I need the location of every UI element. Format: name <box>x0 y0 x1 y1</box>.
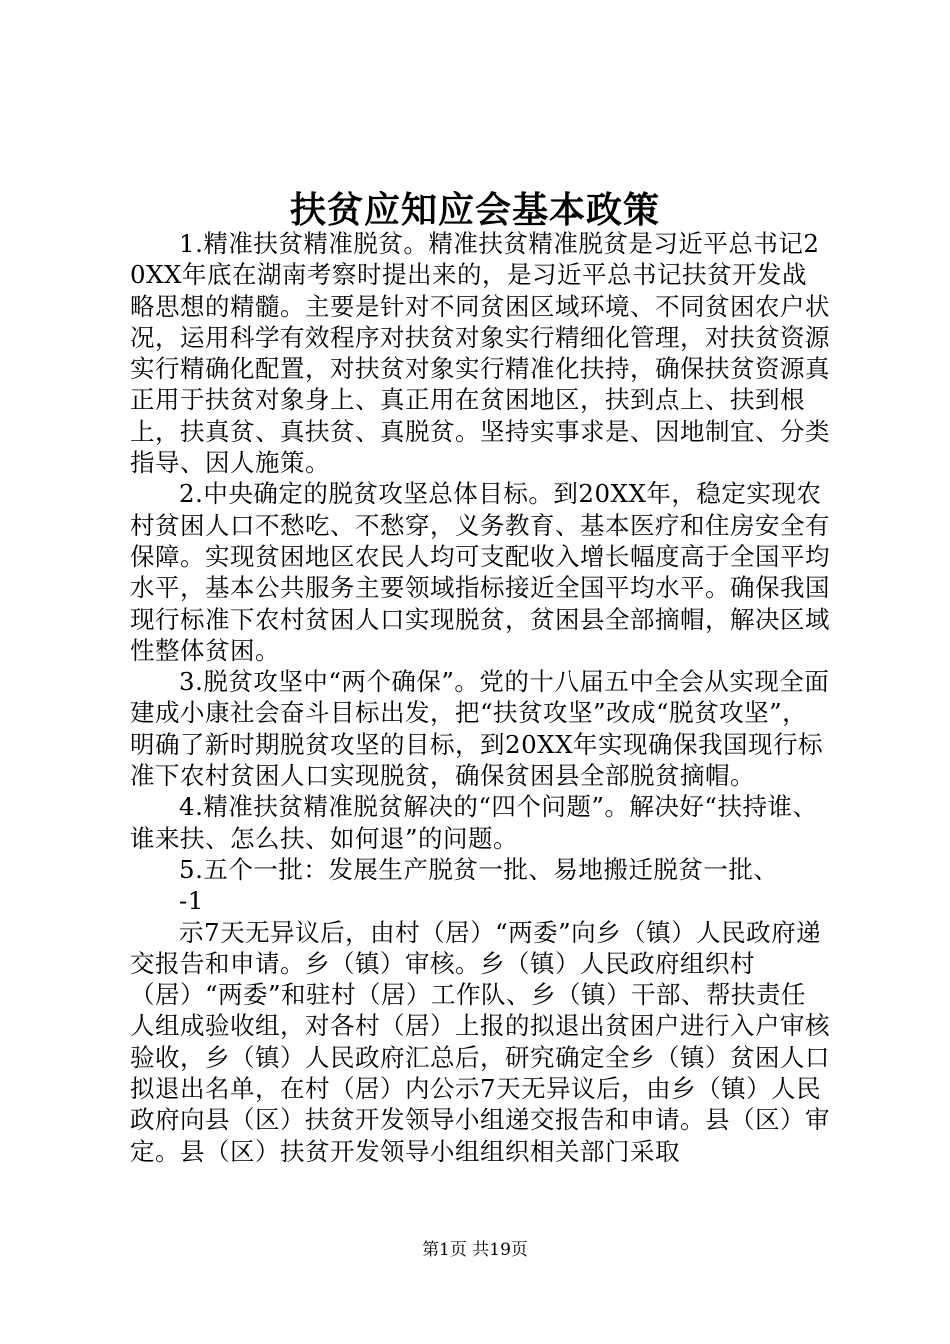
paragraph-1: 1.精准扶贫精准脱贫。精准扶贫精准脱贫是习近平总书记20XX年底在湖南考察时提出来的，是习近平总书记扶贫开发战略思想的精髓。主要是针对不同贫困区域环境、不同贫困农户状况，运用科学有效程序对扶贫对象实行精细化管理，对扶贫资源实行精确化配置，对扶贫对象实行精准化扶持，确保扶贫资源真正用于扶贫对象身上、真正用在贫困地区，扶到点上、扶到根上，扶真贫、真扶贫、真脱贫。坚持实事求是、因地制宜、分类指导、因人施策。 <box>130 229 830 478</box>
page-marker: -1 <box>179 886 204 916</box>
paragraph-2: 2.中央确定的脱贫攻坚总体目标。到20XX年，稳定实现农村贫困人口不愁吃、不愁穿，义务教育、基本医疗和住房安全有保障。实现贫困地区农民人均可支配收入增长幅度高于全国平均水平，基本公共服务主要领域指标接近全国平均水平。确保我国现行标准下农村贫困人口实现脱贫，贫困县全部摘帽，解决区域性整体贫困。 <box>130 479 830 665</box>
continuation-paragraph: 示7天无异议后，由村（居）“两委”向乡（镇）人民政府递交报告和申请。乡（镇）审核。乡（镇）人民政府组织村（居）“两委”和驻村（居）工作队、乡（镇）干部、帮扶责任人组成验收组，对各村（居）上报的拟退出贫困户进行入户审核验收，乡（镇）人民政府汇总后，研究确定全乡（镇）贫困人口拟退出名单，在村（居）内公示7天无异议后，由乡（镇）人民政府向县（区）扶贫开发领导小组递交报告和申请。县（区）审定。县（区）扶贫开发领导小组组织相关部门采取 <box>130 917 830 1166</box>
paragraph-3: 3.脱贫攻坚中“两个确保”。党的十八届五中全会从实现全面建成小康社会奋斗目标出发，把“扶贫攻坚”改成“脱贫攻坚”，明确了新时期脱贫攻坚的目标，到20XX年实现确保我国现行标准下农村贫困人口实现脱贫，确保贫困县全部脱贫摘帽。 <box>130 667 830 791</box>
paragraph-5: 5.五个一批：发展生产脱贫一批、易地搬迁脱贫一批、 <box>179 854 779 884</box>
paragraph-4: 4.精准扶贫精准脱贫解决的“四个问题”。解决好“扶持谁、谁来扶、怎么扶、如何退”的问题。 <box>130 792 818 853</box>
page-footer: 第1页 共19页 <box>422 1240 528 1260</box>
document-body <box>130 228 830 1167</box>
document-title: 扶贫应知应会基本政策 <box>289 189 660 231</box>
